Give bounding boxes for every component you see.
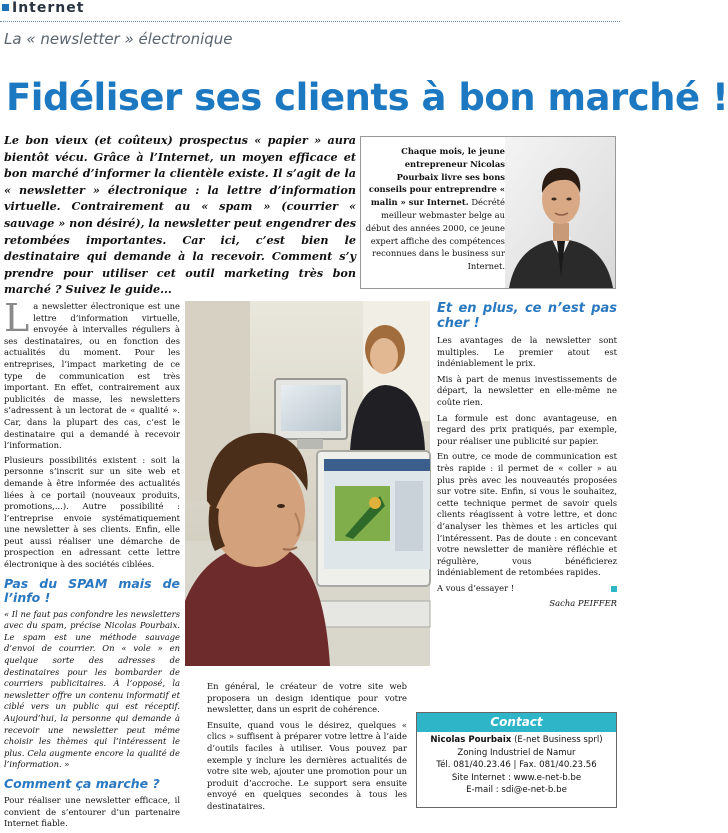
right-paragraph-5 (437, 583, 617, 595)
portrait-caption-regular: Décrété meilleur webmaster belge au début des années 2000, ce jeune expert affiche des compétences reconnues dans le business sur Internet. (365, 197, 505, 272)
contact-company: (E-net Business sprl) (514, 735, 603, 745)
article-lede: Le bon vieux (et coûteux) prospectus « papier » aura bientôt vécu. Grâce à l’Internet, un moyen efficace et bon marché d’informer la clientèle existe. Il s’agit de la « newsletter » électronique : la lettre d’information virtuelle. Contrairement au « spam » (courrier « sauvage » non désiré), la newsletter peut engendrer des retombées importantes. Car ici, c’est bien le destinataire qui demande à la recevoir. Comment s’y prendre pour utiliser cet outil marketing très bon marché ? Suivez le guide... (4, 133, 356, 297)
middle-column (207, 681, 407, 817)
quote-paragraph: « Il ne faut pas confondre les newsletters avec du spam, précise Nicolas Pourbaix. Le spam est une méthode sauvage d’envoi de courrier. On « vole » en quelque sorte des adresses de destinataires pour les bombarder de courriers publicitaires. À l’opposé, la newsletter offre un contenu informatif et ciblé vers un public qui est réceptif. Aujourd’hui, la personne qui demande à recevoir une newsletter peut même choisir les thèmes qui l’intéressent le plus. Cela augmente encore la qualité de l’information. » (4, 608, 180, 770)
contact-address: Zoning Industriel de Namur (457, 747, 576, 758)
section-marker-square (2, 4, 9, 11)
left-column (4, 296, 180, 833)
contact-website[interactable]: Site Internet : www.e-net-b.be (451, 772, 582, 783)
contact-email[interactable]: E-mail : sdi@e-net-b.be (466, 785, 567, 796)
portrait-caption-bold: Chaque mois, le jeune entrepreneur Nicolas Pourbaix livre ses bons conseils pour entreprendre « malin » sur Internet. (368, 146, 505, 208)
middle-paragraph-1: En général, le créateur de votre site web proposera un design identique pour votre newsletter, dans un esprit de cohérence. (207, 681, 407, 715)
author-signature: Sacha PEIFFER (549, 598, 617, 609)
portrait-caption (365, 145, 505, 273)
article-headline: Fidéliser ses clients à bon marché ! (6, 76, 728, 119)
left-paragraph-1 (4, 296, 180, 452)
article-kicker: La « newsletter » électronique (4, 30, 233, 48)
author-portrait-photo (505, 137, 615, 288)
subhead-not-expensive: Et en plus, ce n’est pas cher ! (437, 301, 617, 331)
subhead-spam: Pas du SPAM mais de l’info ! (4, 575, 180, 605)
contact-box (416, 712, 617, 808)
right-paragraph-3: La formule est donc avantageuse, en regard des prix pratiqués, par exemple, pour réaliser une publicité sur papier. (437, 412, 617, 446)
end-of-article-square (611, 586, 617, 592)
section-header (0, 0, 620, 22)
left-paragraph-3: Pour réaliser une newsletter efficace, il convient de s’entourer d’un partenaire Internet fiable. (4, 794, 180, 829)
right-column (437, 301, 617, 614)
contact-body (417, 732, 616, 797)
contact-name-line (417, 734, 616, 747)
right-paragraph-1: Les avantages de la newsletter sont multiples. Le premier atout est indéniablement le prix. (437, 335, 617, 369)
contact-title: Contact (417, 713, 616, 732)
middle-paragraph-2: Ensuite, quand vous le désirez, quelques « clics » suffisent à préparer votre lettre à l’aide d’outils faciles à utiliser. Vous pouvez par exemple y inclure les dernières actualités de votre site web, ajouter une promotion pour un produit d’accroche. Le support sera ensuite envoyé en quelques secondes à tous les destinataires. (207, 719, 407, 811)
office-photo (185, 301, 430, 666)
right-paragraph-4: En outre, ce mode de communication est très rapide : il permet de « coller » au plus près avec les nouveautés proposées sur votre site. Enfin, si vous le souhaitez, cette technique permet de savoir quels clients réagissent à votre lettre, et donc d’analyser les thèmes et les articles qui l’intéressent. Pas de doute : en concevant votre newsletter de manière réfléchie et régulière, vous bénéficierez indéniablement de retombées rapides. (437, 451, 617, 578)
right-paragraph-2: Mis à part de menus investissements de départ, la newsletter en elle-même ne coûte rien. (437, 373, 617, 407)
section-label: Internet (12, 0, 85, 16)
contact-name: Nicolas Pourbaix (430, 735, 512, 745)
right-paragraph-5-text: A vous d’essayer ! (437, 582, 515, 593)
contact-phone: Tél. 081/40.23.46 | Fax. 081/40.23.56 (436, 760, 597, 771)
drop-cap: L (4, 296, 30, 340)
author-portrait-box (360, 136, 616, 289)
left-paragraph-2: Plusieurs possibilités existent : soit la personne s’inscrit sur un site web et demande à être informée des actualités liées à ce portail (nouveaux produits, promotions,...). Autre possibilité : l’entreprise envoie systématiquement une newsletter à ses clients. Enfin, elle peut aussi réaliser une démarche de prospection en adressant cette lettre électronique à des sociétés ciblées. (4, 454, 180, 570)
left-paragraph-1-text: a newsletter électronique est une lettre d’information virtuelle, envoyée à intervalles réguliers à ses destinataires, ou en fonction des actualités du moment. Pour les entreprises, l’impact marketing de ce type de communication est très important. En effet, contrairement aux publicités de masse, les newsletters s’adressent à un lectorat de « qualité ». Car, dans la plupart des cas, c’est le destinataire qui a demandé à recevoir l’information. (4, 301, 180, 451)
subhead-how-it-works: Comment ça marche ? (4, 775, 160, 791)
